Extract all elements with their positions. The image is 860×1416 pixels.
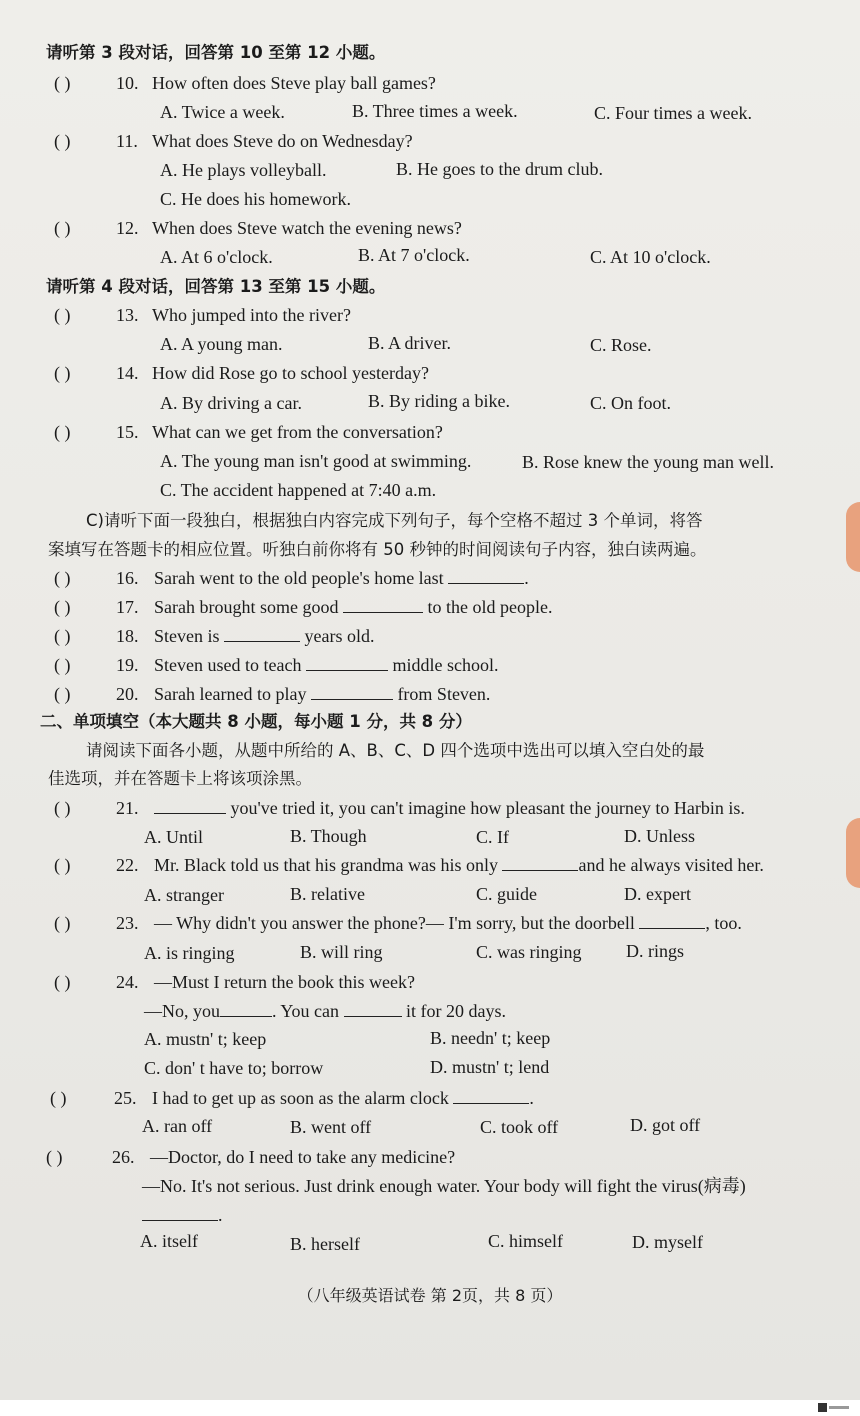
sentence-text: . [524, 568, 529, 588]
answer-blank [224, 626, 300, 642]
option-d: D. Unless [624, 826, 695, 846]
option-d: D. got off [630, 1115, 701, 1135]
question-text: Who jumped into the river? [152, 305, 351, 325]
option-a: A. itself [140, 1231, 198, 1251]
question-number: 20. [116, 684, 139, 704]
answer-paren: ( ) [46, 1147, 63, 1167]
answer-paren: ( ) [54, 73, 71, 93]
question-number: 23. [116, 913, 139, 933]
question-number: 22. [116, 855, 139, 875]
sentence-text: Sarah went to the old people's home last [154, 568, 444, 588]
answer-paren: ( ) [54, 597, 71, 617]
section-header-part4: 请听第 4 段对话，回答第 13 至第 15 小题。 [46, 277, 386, 296]
watermark-mark [829, 1406, 849, 1409]
sentence-text: , too. [705, 913, 742, 933]
answer-paren: ( ) [54, 131, 71, 151]
answer-paren: ( ) [54, 972, 71, 992]
option-c: C. guide [476, 884, 537, 904]
sentence-text: middle school. [392, 655, 499, 675]
section-c-intro: C)请听下面一段独白，根据独白内容完成下列句子，每个空格不超过 3 个单词，将答 [86, 511, 703, 530]
question-text: When does Steve watch the evening news? [152, 218, 462, 238]
question-number: 18. [116, 626, 139, 646]
answer-blank [344, 1001, 402, 1017]
answer-blank [311, 684, 393, 700]
answer-blank [502, 855, 578, 871]
option-b: B. Though [290, 826, 367, 846]
qr-code-icon [818, 1403, 827, 1412]
question-text: —Doctor, do I need to take any medicine? [150, 1147, 456, 1167]
option-a: A. The young man isn't good at swimming. [160, 451, 472, 471]
option-d: D. expert [624, 884, 691, 904]
part2-intro-cont: 佳选项，并在答题卡上将该项涂黑。 [48, 769, 312, 788]
option-d: D. rings [626, 941, 684, 961]
option-b: B. will ring [300, 942, 383, 962]
option-a: A. mustn' t; keep [144, 1029, 267, 1049]
option-c: C. He does his homework. [160, 189, 351, 209]
answer-paren: ( ) [54, 363, 71, 383]
question-sentence [154, 854, 764, 876]
section-header-part3: 请听第 3 段对话，回答第 10 至第 12 小题。 [46, 43, 386, 62]
question-text: —No. It's not serious. Just drink enough water. Your body will fight the virus(病毒) [142, 1176, 746, 1196]
sentence-text: Steven is [154, 626, 220, 646]
option-b: B. By riding a bike. [368, 391, 510, 411]
option-c: C. himself [488, 1231, 563, 1251]
image-bottom-strip [0, 1400, 860, 1416]
question-number: 12. [116, 218, 139, 238]
option-d: D. myself [632, 1232, 703, 1252]
option-b: B. relative [290, 884, 365, 904]
question-number: 17. [116, 597, 139, 617]
sentence-text: you've tried it, you can't imagine how pleasant the journey to Harbin is. [230, 798, 745, 818]
sentence-text: I had to get up as soon as the alarm clock [152, 1088, 449, 1108]
question-number: 11. [116, 131, 138, 151]
option-a: A. By driving a car. [160, 393, 302, 413]
option-b: B. At 7 o'clock. [358, 245, 470, 265]
question-number: 16. [116, 568, 139, 588]
question-sentence [154, 567, 529, 589]
answer-paren: ( ) [54, 913, 71, 933]
answer-paren: ( ) [54, 568, 71, 588]
sentence-text: Steven used to teach [154, 655, 302, 675]
answer-paren: ( ) [54, 305, 71, 325]
option-b: B. Rose knew the young man well. [522, 452, 774, 472]
question-number: 19. [116, 655, 139, 675]
answer-paren: ( ) [50, 1088, 67, 1108]
answer-blank [306, 655, 388, 671]
page-footer: （八年级英语试卷 第 2页，共 8 页） [297, 1286, 563, 1305]
question-number: 13. [116, 305, 139, 325]
answer-paren: ( ) [54, 422, 71, 442]
sentence-text: —No, you [144, 1001, 220, 1021]
finger-edge [846, 502, 860, 572]
option-a: A. stranger [144, 885, 224, 905]
question-number: 10. [116, 73, 139, 93]
question-sentence [142, 1204, 223, 1226]
sentence-text: Sarah learned to play [154, 684, 307, 704]
answer-paren: ( ) [54, 855, 71, 875]
option-a: A. ran off [142, 1116, 213, 1136]
answer-blank [343, 597, 423, 613]
answer-blank [448, 568, 524, 584]
sentence-text: and he always visited her. [578, 855, 764, 875]
answer-paren: ( ) [54, 655, 71, 675]
answer-blank [142, 1205, 218, 1221]
sentence-text: it for 20 days. [406, 1001, 506, 1021]
answer-paren: ( ) [54, 626, 71, 646]
question-number: 26. [112, 1147, 135, 1167]
option-c: C. Four times a week. [594, 103, 752, 123]
question-sentence [154, 683, 490, 705]
option-c: C. was ringing [476, 942, 582, 962]
question-text: How often does Steve play ball games? [152, 73, 436, 93]
option-c: C. took off [480, 1117, 559, 1137]
question-sentence [152, 1087, 534, 1109]
option-b: B. needn' t; keep [430, 1028, 551, 1048]
question-number: 21. [116, 798, 139, 818]
sentence-text: . You can [272, 1001, 340, 1021]
option-a: A. Twice a week. [160, 102, 285, 122]
option-a: A. At 6 o'clock. [160, 247, 273, 267]
question-sentence [154, 654, 498, 676]
option-c: C. The accident happened at 7:40 a.m. [160, 480, 437, 500]
question-sentence [154, 596, 552, 618]
question-text: —Must I return the book this week? [154, 972, 415, 992]
option-b: B. A driver. [368, 333, 452, 353]
question-number: 25. [114, 1088, 137, 1108]
answer-blank [639, 913, 705, 929]
answer-blank [154, 798, 226, 814]
option-a: A. He plays volleyball. [160, 160, 327, 180]
option-b: B. Three times a week. [352, 101, 518, 121]
option-a: A. A young man. [160, 334, 283, 354]
question-sentence [154, 625, 374, 647]
option-b: B. herself [290, 1234, 360, 1254]
section-c-intro-cont: 案填写在答题卡的相应位置。听独白前你将有 50 秒钟的时间阅读句子内容，独白读两遍。 [48, 540, 707, 559]
part2-intro: 请阅读下面各小题，从题中所给的 A、B、C、D 四个选项中选出可以填入空白处的最 [86, 741, 705, 760]
option-c: C. Rose. [590, 335, 652, 355]
question-text: How did Rose go to school yesterday? [152, 363, 429, 383]
option-c: C. At 10 o'clock. [590, 247, 711, 267]
answer-paren: ( ) [54, 218, 71, 238]
sentence-text: from Steven. [397, 684, 491, 704]
question-number: 15. [116, 422, 139, 442]
question-number: 14. [116, 363, 139, 383]
option-c: C. On foot. [590, 393, 671, 413]
sentence-text: Mr. Black told us that his grandma was his only [154, 855, 498, 875]
question-sentence [154, 797, 745, 819]
sentence-text: Sarah brought some good [154, 597, 339, 617]
watermark-logo [818, 1402, 852, 1413]
option-c: C. If [476, 827, 509, 847]
option-a: A. is ringing [144, 943, 235, 963]
question-sentence [154, 912, 742, 934]
sentence-text: to the old people. [427, 597, 553, 617]
question-text: What can we get from the conversation? [152, 422, 443, 442]
answer-blank [453, 1088, 529, 1104]
sentence-text: — Why didn't you answer the phone?— I'm sorry, but the doorbell [154, 913, 635, 933]
option-c: C. don' t have to; borrow [144, 1058, 324, 1078]
option-b: B. went off [290, 1117, 372, 1137]
option-d: D. mustn' t; lend [430, 1057, 550, 1077]
finger-edge [846, 818, 860, 888]
sentence-text: . [529, 1088, 534, 1108]
question-number: 24. [116, 972, 139, 992]
section-header-part2: 二、单项填空（本大题共 8 小题，每小题 1 分，共 8 分） [40, 712, 472, 731]
option-a: A. Until [144, 827, 204, 847]
question-sentence [144, 1000, 506, 1022]
sentence-text: years old. [304, 626, 375, 646]
option-b: B. He goes to the drum club. [396, 159, 603, 179]
answer-blank [220, 1001, 272, 1017]
sentence-text: . [218, 1205, 223, 1225]
answer-paren: ( ) [54, 798, 71, 818]
question-text: What does Steve do on Wednesday? [152, 131, 413, 151]
answer-paren: ( ) [54, 684, 71, 704]
